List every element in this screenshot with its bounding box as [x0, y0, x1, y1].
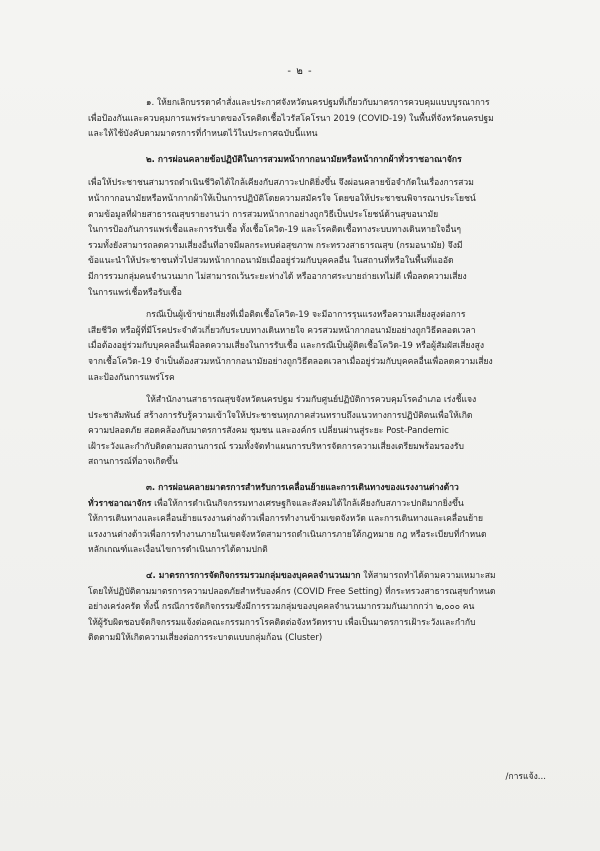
section-3-heading: ๓. การผ่อนคลายมาตรการสำหรับการเคลื่อนย้ายและการเดินทางของแรงงานต่างด้าว	[146, 483, 459, 494]
text-span: เพื่อให้การดำเนินกิจกรรมทางเศรษฐกิจและสังคมได้ใกล้เคียงกับสภาวะปกติมากยิ่งขึ้น	[151, 498, 464, 509]
section-2-paragraph-c	[88, 393, 528, 471]
text-line: และป้องกันการแพร่โรค	[88, 372, 175, 383]
text-line: ตามข้อมูลที่ฝ่ายสาธารณสุขรายงานว่า การสวมหน้ากากอย่างถูกวิธีเป็นประโยชน์ด้านสุขอนามัย	[88, 209, 439, 220]
section-2-paragraph-a	[88, 176, 528, 301]
section-3-paragraph	[88, 481, 528, 559]
text-line: แรงงานต่างด้าวเพื่อการทำงานภายในเขตจังหวัดสามารถดำเนินการภายใต้กฎหมาย กฎ หรือระเบียบที่กำหนด	[88, 529, 487, 540]
text-line: ความปลอดภัย สอดคล้องกับมาตรการสังคม ชุมชน และองค์กร เปลี่ยนผ่านสู่ระยะ Post-Pandemic	[88, 426, 449, 437]
text-line: หลักเกณฑ์และเงื่อนไขการดำเนินการได้ตามปกติ	[88, 545, 268, 556]
section-1-paragraph	[88, 96, 528, 143]
text-line: เมื่อต้องอยู่ร่วมกับบุคคลอื่นเพื่อลดความเสี่ยงในการรับเชื้อ และกรณีเป็นผู้ติดเชื้อโควิด-19 หรือผู้สัมผัสเสี่ยงสูง	[88, 341, 485, 352]
text-line: รวมทั้งยังสามารถลดความเสี่ยงอื่นที่อาจมีผลกระทบต่อสุขภาพ กระทรวงสาธารณสุข (กรมอนามัย) จึงมี	[88, 240, 463, 251]
section-4-paragraph	[88, 569, 528, 647]
page-number: - ๒ -	[287, 66, 313, 77]
text-line: เพื่อป้องกันและควบคุมการแพร่ระบาดของโรคติดเชื้อไวรัสโคโรนา 2019 (COVID-19) ในพื้นที่จังหวัดนครปฐม	[88, 113, 494, 124]
text-line: ให้สำนักงานสาธารณสุขจังหวัดนครปฐม ร่วมกับศูนย์ปฏิบัติการควบคุมโรคอำเภอ เร่งชี้แจง	[146, 395, 477, 406]
text-line: ให้ผู้รับผิดชอบจัดกิจกรรมแจ้งต่อคณะกรรมการโรคติดต่อจังหวัดทราบ เพื่อเป็นมาตรการเฝ้าระวังและกำกับ	[88, 617, 476, 628]
text-line: โดยให้ปฏิบัติตามมาตรการความปลอดภัยสำหรับองค์กร (COVID Free Setting) ที่กระทรวงสาธารณสุขกำหนด	[88, 586, 496, 597]
text-line: จากเชื้อโควิด-19 จำเป็นต้องสวมหน้ากากอนามัยอย่างถูกวิธีตลอดเวลาเมื่ออยู่ร่วมกับบุคคลอื่นเพื่อลดความเสี่ยง	[88, 356, 493, 367]
text-line: ติดตามมิให้เกิดความเสี่ยงต่อการระบาดแบบกลุ่มก้อน (Cluster)	[88, 633, 323, 644]
text-line: ๑. ให้ยกเลิกบรรดาคำสั่งและประกาศจังหวัดนครปฐมที่เกี่ยวกับมาตรการควบคุมแบบบูรณาการ	[146, 98, 490, 108]
text-line: มีการรวมกลุ่มคนจำนวนมาก ไม่สามารถเว้นระยะห่างได้ หรืออากาศระบายถ่ายเทไม่ดี เพื่อลดความเสี่ยง	[88, 271, 467, 282]
text-line: และให้ใช้บังคับตามมาตรการที่กำหนดไว้ในประกาศฉบับนี้แทน	[88, 129, 318, 140]
section-2-heading: ๒. การผ่อนคลายข้อปฏิบัติในการสวมหน้ากากอนามัยหรือหน้ากากผ้าทั่วราชอาณาจักร	[146, 154, 462, 165]
text-line	[88, 569, 528, 585]
text-line: ในการแพร่เชื้อหรือรับเชื้อ	[88, 287, 182, 298]
text-line: อย่างเคร่งครัด ทั้งนี้ กรณีการจัดกิจกรรมซึ่งมีการรวมกลุ่มของบุคคลจำนวนมากรวมกันมากกว่า ๒,๐๐๐ คน	[88, 602, 475, 613]
section-3-heading-cont: ทั่วราชอาณาจักร	[88, 498, 152, 509]
text-span: ให้สามารถทำได้ตามความเหมาะสม	[360, 571, 496, 582]
text-line: ประชาสัมพันธ์ สร้างการรับรู้ความเข้าใจให้ประชาชนทุกภาคส่วนทราบถึงแนวทางการปฏิบัติตนเพื่อให้เกิด	[88, 410, 473, 421]
continuation-marker: /การแจ้ง...	[505, 772, 546, 782]
section-2-paragraph-b	[88, 308, 528, 386]
text-line: เฝ้าระวังและกำกับติดตามสถานการณ์ รวมทั้งจัดทำแผนการบริหารจัดการความเสี่ยงเตรียมพร้อมรองรับ	[88, 441, 464, 452]
text-line: เสียชีวิต หรือผู้ที่มีโรคประจำตัวเกี่ยวกับระบบทางเดินหายใจ ควรสวมหน้ากากอนามัยอย่างถูกวิธีตลอดเวลา	[88, 325, 476, 336]
text-line: สถานการณ์ที่อาจเกิดขึ้น	[88, 457, 178, 468]
text-line: ให้การเดินทางและเคลื่อนย้ายแรงงานต่างด้าวเพื่อการทำงานข้ามเขตจังหวัด และการเดินทางและเคลื่อนย้าย	[88, 514, 484, 525]
text-line: ข้อแนะนำให้ประชาชนทั่วไปสวมหน้ากากอนามัยเมื่ออยู่ร่วมกับบุคคลอื่น ในสถานที่หรือในพื้นที่แออัด	[88, 256, 454, 267]
text-line: เพื่อให้ประชาชนสามารถดำเนินชีวิตได้ใกล้เคียงกับสภาวะปกติยิ่งขึ้น จึงผ่อนคลายข้อจำกัดในเรื่องการสวม	[88, 178, 474, 189]
section-4-heading: ๔. มาตรการการจัดกิจกรรมรวมกลุ่มของบุคคลจำนวนมาก	[146, 571, 361, 582]
text-line: หน้ากากอนามัยหรือหน้ากากผ้าให้เป็นการปฏิบัติโดยความสมัครใจ โดยขอให้ประชาชนพิจารณาประโยชน์	[88, 193, 476, 204]
document-body	[88, 96, 528, 654]
text-line: กรณีเป็นผู้เข้าข่ายเสี่ยงที่เมื่อติดเชื้อโควิด-19 จะมีอาการรุนแรงหรือความเสี่ยงสูงต่อการ	[146, 310, 466, 321]
text-line	[88, 497, 528, 513]
text-line: ในการป้องกันการแพร่เชื้อและการรับเชื้อ ทั้งเชื้อโควิด-19 และโรคติดเชื้อทางระบบทางเดินหายใจอื่นๆ	[88, 225, 461, 236]
